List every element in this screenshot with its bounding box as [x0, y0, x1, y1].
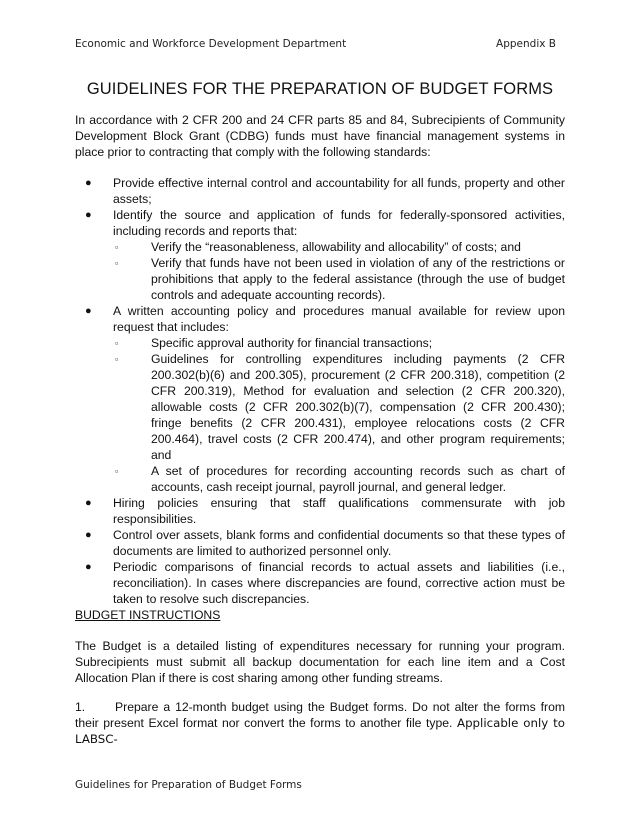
page-header-right: Appendix B	[496, 38, 556, 50]
bullet-icon: ●	[85, 561, 92, 573]
sub-list-item	[113, 239, 565, 255]
bullet-icon: ●	[85, 497, 92, 509]
sub-list-item	[113, 335, 565, 351]
sub-list-item	[113, 463, 565, 495]
item-text: Prepare a 12-month budget using the Budget forms. Do not alter the forms from their present Excel format nor convert the forms to another file type.	[75, 700, 565, 730]
list-item-text: Hiring policies ensuring that staff qualifications commensurate with job responsibilities.	[113, 496, 565, 526]
sub-list-item-text: A set of procedures for recording accounting records such as chart of accounts, cash receipt journal, payroll journal, and general ledger.	[151, 464, 565, 494]
sub-bullet-icon: ▫	[115, 466, 119, 476]
document-title: GUIDELINES FOR THE PREPARATION OF BUDGET FORMS	[86, 80, 554, 98]
sub-list	[113, 335, 565, 495]
list-item	[75, 303, 565, 495]
sub-list-item-text: Specific approval authority for financial transactions;	[151, 336, 433, 350]
bullet-icon: ●	[85, 209, 92, 221]
sub-bullet-icon: ▫	[115, 354, 119, 364]
page-header-left: Economic and Workforce Development Department	[75, 38, 347, 50]
sub-list-item	[113, 351, 565, 463]
sub-bullet-icon: ▫	[115, 258, 119, 268]
sub-list-item-text: Verify that funds have not been used in violation of any of the restrictions or prohibitions that apply to the federal assistance (through the use of budget controls and adequate accounting records).	[151, 256, 565, 302]
list-item	[75, 559, 565, 607]
intro-paragraph: In accordance with 2 CFR 200 and 24 CFR parts 85 and 84, Subrecipients of Community Development Block Grant (CDBG) funds must have financial management systems in place prior to contracting that comply with the following standards:	[75, 113, 565, 159]
sub-bullet-icon: ▫	[115, 338, 119, 348]
sub-list	[113, 239, 565, 303]
section-heading: BUDGET INSTRUCTIONS	[75, 608, 221, 622]
standards-list	[75, 175, 565, 607]
list-item	[75, 175, 565, 207]
list-item-text: Periodic comparisons of financial records to actual assets and liabilities (i.e., reconciliation). In cases where discrepancies are found, corrective action must be taken to resolve such discrepancies.	[113, 560, 565, 606]
page-footer: Guidelines for Preparation of Budget Forms	[75, 779, 302, 791]
document-body	[75, 112, 565, 747]
list-item-text: A written accounting policy and procedures manual available for review upon request that includes:	[113, 304, 565, 334]
sub-list-item-text: Guidelines for controlling expenditures including payments (2 CFR 200.302(b)(6) and 200.305), procurement (2 CFR 200.318), competition (2 CFR 200.319), Method for evaluation and selection (2 CFR 200.320), allowable costs (2 CFR 200.302(b)(7), compensation (2 CFR 200.430); fringe benefits (2 CFR 200.431), employee relocations costs (2 CFR 200.464), travel costs (2 CFR 200.474), and other program requirements; and	[151, 352, 565, 462]
list-item-text: Identify the source and application of funds for federally-sponsored activities, including records and reports that:	[113, 208, 565, 238]
sub-list-item	[113, 255, 565, 303]
item-text-tail: Applicable only to LABSC-	[75, 716, 565, 746]
list-item	[75, 207, 565, 303]
sub-bullet-icon: ▫	[115, 242, 119, 252]
list-item	[75, 527, 565, 559]
numbered-item	[75, 699, 565, 747]
list-item-text: Control over assets, blank forms and confidential documents so that these types of documents are limited to authorized personnel only.	[113, 528, 565, 558]
item-number: 1.	[75, 700, 86, 714]
bullet-icon: ●	[85, 305, 92, 317]
list-item-text: Provide effective internal control and accountability for all funds, property and other assets;	[113, 176, 565, 206]
budget-paragraph: The Budget is a detailed listing of expenditures necessary for running your program. Subrecipients must submit all backup documentation for each line item and a Cost Allocation Plan if there is cost sharing among other funding streams.	[75, 639, 565, 685]
bullet-icon: ●	[85, 177, 92, 189]
list-item	[75, 495, 565, 527]
sub-list-item-text: Verify the “reasonableness, allowability and allocability” of costs; and	[151, 240, 521, 254]
bullet-icon: ●	[85, 529, 92, 541]
